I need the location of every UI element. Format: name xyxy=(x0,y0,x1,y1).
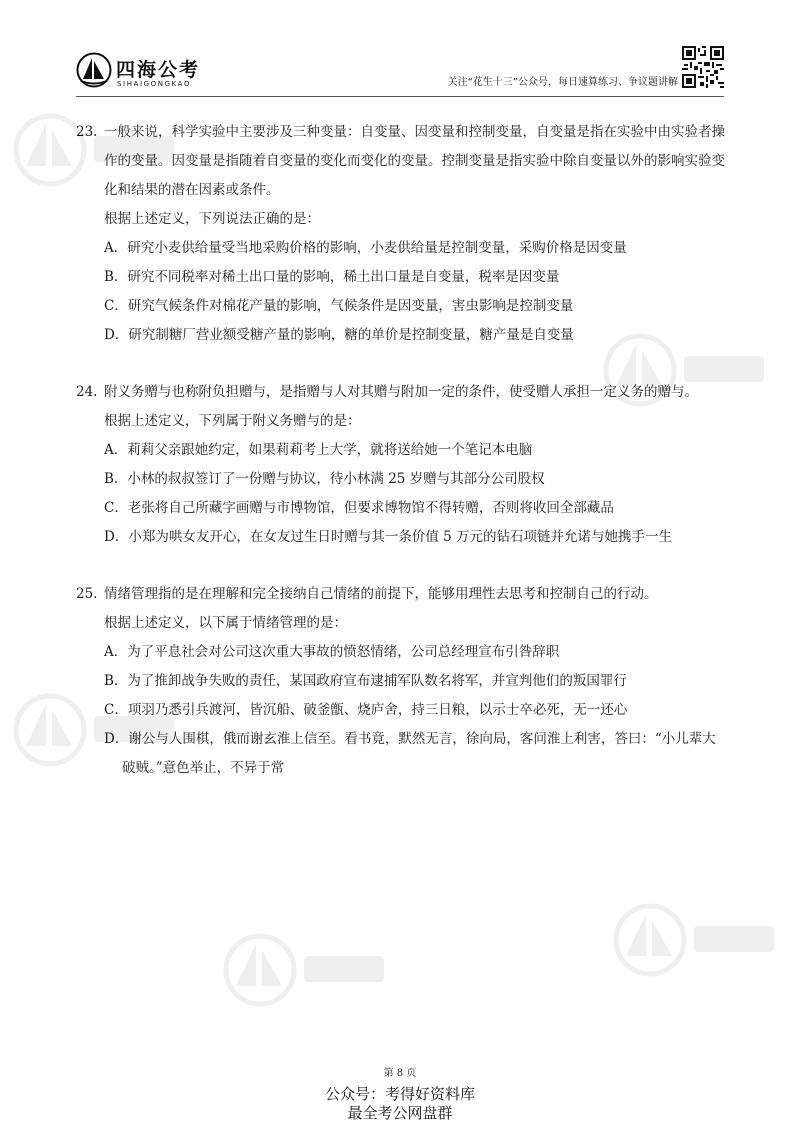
question-stem xyxy=(76,580,726,609)
qr-code-icon[interactable] xyxy=(682,46,724,88)
option-d[interactable]: D．谢公与人围棋，俄而谢玄淮上信至。看书竟，默然无言，徐向局，客问淮上利害，答曰：“小儿辈大破贼。”意色举止，不异于常 xyxy=(104,731,716,776)
sailboat-logo-icon xyxy=(76,52,112,88)
option-c[interactable]: C．项羽乃悉引兵渡河，皆沉船、破釜甑、烧庐舍，持三日粮，以示士卒必死，无一还心 xyxy=(104,702,628,718)
question-number: 23. xyxy=(76,124,98,140)
option-c[interactable]: C．研究气候条件对棉花产量的影响，气候条件是因变量，害虫影响是控制变量 xyxy=(104,298,574,314)
page-header xyxy=(0,0,800,100)
watermark-logo-icon xyxy=(220,930,390,1010)
footer-ad-line-1: 公众号：考得好资料库 xyxy=(324,1085,475,1103)
option-d[interactable]: D．研究制糖厂营业额受糖产量的影响，糖的单价是控制变量，糖产量是自变量 xyxy=(104,327,574,343)
option-b[interactable]: B．小林的叔叔签订了一份赠与协议，待小林满 25 岁赠与其部分公司股权 xyxy=(104,471,545,487)
question-23 xyxy=(76,118,726,350)
footer-ad-line-2: 最全考公网盘群 xyxy=(347,1104,453,1122)
question-text: 附义务赠与也称附负担赠与，是指赠与人对其赠与附加一定的条件，使受赠人承担一定义务的赠与。 xyxy=(104,384,698,400)
option-d[interactable]: D．小郑为哄女友开心，在女友过生日时赠与其一条价值 5 万元的钻石项链并允诺与她携手一生 xyxy=(104,529,672,545)
question-number: 25. xyxy=(76,586,98,602)
brand-subtitle: SIHAIGONGKAO xyxy=(117,80,192,88)
question-number: 24. xyxy=(76,384,98,400)
question-25 xyxy=(76,580,726,783)
page-number: 第 8 页 xyxy=(383,1068,417,1079)
option-b[interactable]: B．研究不同税率对稀土出口量的影响，稀土出口量是自变量，税率是因变量 xyxy=(104,269,560,285)
watermark-logo-icon xyxy=(610,900,780,980)
header-divider xyxy=(76,96,724,97)
question-24 xyxy=(76,378,726,552)
question-text: 一般来说，科学实验中主要涉及三种变量：自变量、因变量和控制变量，自变量是指在实验中由实验者操作的变量。因变量是指随着自变量的变化而变化的变量。控制变量是指实验中除自变量以外的影响实验变化和结果的潜在因素或条件。 xyxy=(104,124,725,198)
question-prompt: 根据上述定义，下列属于附义务赠与的是： xyxy=(104,413,361,429)
question-prompt: 根据上述定义，下列说法正确的是： xyxy=(104,211,320,227)
question-text: 情绪管理指的是在理解和完全接纳自己情绪的前提下，能够用理性去思考和控制自己的行动。 xyxy=(104,586,658,602)
option-a[interactable]: A．研究小麦供给量受当地采购价格的影响，小麦供给量是控制变量，采购价格是因变量 xyxy=(104,240,627,256)
option-a[interactable]: A．为了平息社会对公司这次重大事故的愤怒情绪，公司总经理宣布引咎辞职 xyxy=(104,644,560,660)
option-c[interactable]: C．老张将自己所藏字画赠与市博物馆，但要求博物馆不得转赠，否则将收回全部藏品 xyxy=(104,500,614,516)
option-b[interactable]: B．为了推卸战争失败的责任，某国政府宣布逮捕军队数名将军，并宣判他们的叛国罪行 xyxy=(104,673,627,689)
header-slogan: 关注“花生十三”公众号，每日速算练习、争议题讲解 xyxy=(447,77,678,88)
question-list xyxy=(76,118,726,811)
brand-name: 四海公考 xyxy=(116,59,201,81)
question-stem xyxy=(76,378,726,407)
option-a[interactable]: A．莉莉父亲跟她约定，如果莉莉考上大学，就将送给她一个笔记本电脑 xyxy=(104,442,533,458)
question-prompt: 根据上述定义，以下属于情绪管理的是： xyxy=(104,615,347,631)
question-stem xyxy=(76,118,726,205)
